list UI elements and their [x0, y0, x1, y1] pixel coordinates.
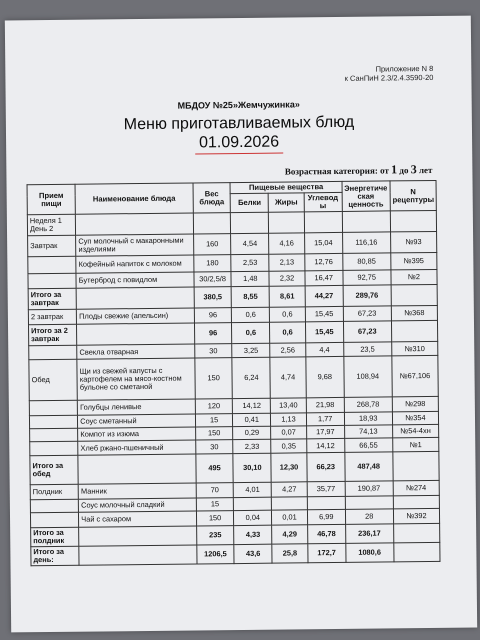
cell-dish: Кофейный напиток с молоком	[76, 255, 194, 273]
table-row	[29, 355, 438, 400]
cell-dish: Плоды свежие (апельсин)	[77, 308, 195, 324]
cell-fat: 2,56	[270, 343, 306, 357]
cell-weight: 150	[196, 511, 234, 526]
cell-carbs: 14,12	[307, 438, 345, 452]
cell-energy: 116,16	[342, 232, 390, 254]
cell-meal: Итого за обед	[30, 455, 79, 485]
cell-protein	[234, 497, 272, 510]
cell-recipe	[391, 284, 437, 305]
cell-dish: Соус молочный сладкий	[79, 498, 197, 512]
cell-carbs: 44,27	[305, 285, 343, 306]
cell-protein: 0,04	[234, 510, 272, 525]
cell-dish: Хлеб ржано-пшеничный	[78, 440, 196, 455]
cell-energy: 487,48	[344, 452, 393, 482]
cell-meal: Итого за 2 завтрак	[28, 324, 76, 346]
cell-protein: 0,6	[232, 307, 270, 322]
cell-protein: 4,54	[231, 233, 269, 254]
cell-carbs: 12,76	[305, 253, 343, 270]
cell-meal: Итого за день:	[31, 546, 79, 566]
cell-dish	[79, 526, 197, 546]
cell-meal: Полдник	[30, 484, 78, 500]
cell-carbs: 9,68	[306, 356, 344, 397]
cell-energy: 67,23	[343, 321, 391, 343]
cell-carbs: 6,99	[307, 509, 345, 524]
cell-fat: 8,61	[269, 286, 305, 307]
cell-fat: 0,6	[270, 307, 306, 322]
cell-recipe: №54-4хн	[392, 424, 438, 437]
cell-recipe: №395	[391, 252, 437, 269]
cell-energy: 108,94	[343, 356, 392, 398]
cell-meal	[28, 256, 76, 274]
col-protein: Белки	[231, 193, 269, 212]
cell-meal: Завтрак	[28, 235, 76, 257]
cell-protein: 6,24	[232, 357, 270, 398]
cell-recipe	[390, 210, 436, 231]
cell-recipe	[393, 495, 439, 508]
cell-meal	[30, 441, 78, 456]
cell-meal	[29, 400, 77, 416]
cell-carbs: 15,45	[305, 321, 343, 342]
cell-fat: 0,07	[271, 426, 307, 439]
cell-meal	[30, 512, 78, 528]
cell-carbs: 4,4	[306, 342, 344, 356]
cell-recipe: №368	[391, 305, 437, 320]
cell-weight: 15	[195, 414, 233, 427]
cell-dish	[76, 287, 194, 309]
cell-recipe: №274	[393, 480, 439, 495]
cell-weight: 1206,5	[196, 545, 234, 564]
cell-fat	[272, 497, 308, 510]
cell-fat: 4,29	[272, 525, 308, 544]
cell-recipe: №354	[392, 411, 438, 424]
cell-carbs: 15,45	[305, 306, 343, 321]
cell-fat: 4,27	[271, 482, 307, 497]
cell-protein: 4,33	[234, 525, 272, 544]
col-energy: Энергетиче ская ценность	[342, 181, 391, 212]
cell-weight: 180	[193, 255, 231, 272]
table-row	[30, 451, 439, 484]
cell-fat: 13,40	[270, 398, 306, 413]
cell-weight: 96	[194, 323, 232, 344]
cell-fat: 1,13	[271, 413, 307, 426]
col-weight: Вес блюда	[193, 183, 231, 213]
menu-paper	[5, 16, 477, 633]
age-category	[285, 162, 433, 179]
cell-recipe	[393, 523, 439, 542]
age-unit: лет	[418, 164, 433, 176]
cell-recipe: №298	[392, 396, 438, 411]
cell-protein: 4,01	[234, 482, 272, 497]
cell-dish: Суп молочный с макаронными изделиями	[76, 234, 194, 256]
cell-dish	[77, 323, 195, 345]
cell-carbs: 16,47	[305, 270, 343, 285]
cell-energy: 74,13	[344, 425, 392, 439]
cell-protein: 0,6	[232, 322, 270, 343]
cell-recipe	[394, 542, 440, 561]
cell-protein: 0,29	[233, 426, 271, 439]
cell-meal	[30, 428, 78, 442]
cell-weight: 96	[194, 308, 232, 323]
cell-weight: 495	[196, 454, 234, 483]
cell-meal: Неделя 1 День 2	[27, 214, 75, 236]
cell-weight: 160	[193, 234, 231, 255]
col-recipe: N рецептуры	[390, 180, 436, 210]
cell-protein	[231, 212, 269, 233]
age-label: Возрастная категория: от	[284, 165, 389, 177]
col-dish: Наименование блюда	[75, 183, 193, 214]
cell-recipe: №1	[393, 437, 439, 451]
cell-dish: Голубцы ленивые	[78, 399, 196, 415]
cell-dish: Манник	[78, 483, 196, 499]
cell-fat: 0,6	[270, 322, 306, 343]
cell-carbs: 21,98	[306, 397, 344, 412]
cell-protein: 30,10	[233, 453, 271, 482]
cell-dish: Компот из изюма	[78, 427, 196, 441]
cell-dish: Щи из свежей капусты с картофелем на мясо-костном бульоне со сметаной	[77, 358, 195, 400]
cell-fat	[269, 212, 305, 233]
cell-dish: Соус сметанный	[78, 414, 196, 428]
cell-recipe: №392	[393, 508, 439, 523]
cell-energy: 28	[345, 509, 393, 525]
cell-dish	[78, 454, 196, 484]
cell-weight: 15	[196, 498, 234, 511]
cell-energy: 18,93	[344, 412, 392, 426]
cell-fat: 4,74	[270, 357, 306, 398]
cell-energy: 190,87	[345, 481, 393, 497]
cell-meal	[28, 273, 76, 289]
cell-meal	[29, 345, 77, 360]
cell-weight: 30	[195, 440, 233, 454]
menu-table	[27, 180, 441, 566]
cell-energy: 268,78	[344, 397, 392, 413]
cell-meal	[30, 499, 78, 513]
cell-fat: 0,01	[272, 510, 308, 525]
col-nutrients: Пищевые вещества	[230, 181, 341, 193]
cell-energy: 236,17	[345, 524, 393, 544]
cell-carbs	[307, 496, 345, 509]
age-from: 1	[391, 162, 398, 177]
menu-date	[6, 132, 472, 157]
appendix-label: Приложение N 8	[375, 63, 434, 74]
cell-meal: Итого за полдник	[31, 527, 79, 547]
cell-energy: 66,55	[344, 438, 392, 453]
cell-recipe: №93	[390, 231, 436, 252]
menu-date-text: 01.09.2026	[195, 134, 283, 155]
cell-protein: 2,33	[233, 439, 271, 453]
cell-dish	[76, 213, 194, 235]
cell-energy: 67,23	[343, 306, 391, 322]
cell-meal: 2 завтрак	[28, 309, 76, 325]
age-mid: до	[399, 165, 409, 176]
cell-weight	[193, 213, 231, 234]
cell-meal: Итого за завтрак	[28, 288, 76, 310]
cell-dish: Бутерброд с повидлом	[76, 272, 194, 288]
cell-weight: 150	[195, 358, 233, 399]
cell-weight: 30	[194, 344, 232, 358]
cell-recipe: №2	[391, 269, 437, 284]
cell-protein: 2,53	[231, 254, 269, 271]
cell-carbs: 15,04	[304, 232, 342, 253]
cell-weight: 380,5	[194, 287, 232, 308]
cell-weight: 70	[196, 483, 234, 498]
cell-protein: 3,25	[232, 343, 270, 357]
cell-energy: 289,76	[343, 285, 391, 307]
cell-fat: 4,16	[269, 233, 305, 254]
age-to: 3	[410, 162, 417, 177]
cell-meal: Обед	[29, 359, 78, 401]
cell-energy: 80,85	[342, 253, 390, 271]
org-name: МБДОУ №25»Жемчужинка»	[177, 99, 300, 111]
menu-body	[27, 210, 440, 565]
cell-recipe	[391, 320, 437, 341]
cell-protein: 0,41	[233, 413, 271, 426]
cell-weight: 120	[195, 399, 233, 414]
cell-carbs	[304, 211, 342, 232]
col-meal: Прием пищи	[27, 184, 76, 215]
table-row	[31, 542, 440, 565]
cell-energy	[342, 211, 390, 233]
cell-energy: 92,75	[343, 270, 391, 286]
cell-fat: 2,13	[269, 254, 305, 271]
cell-protein: 1,48	[231, 271, 269, 286]
cell-weight: 30/2,5/8	[194, 272, 232, 287]
cell-carbs: 35,77	[307, 481, 345, 496]
cell-protein: 8,55	[232, 286, 270, 307]
cell-meal	[29, 415, 77, 429]
cell-carbs: 17,97	[306, 425, 344, 438]
cell-fat: 2,32	[269, 271, 305, 286]
cell-dish: Чай с сахаром	[79, 511, 197, 527]
cell-carbs: 172,7	[308, 543, 346, 562]
cell-fat: 0,35	[271, 439, 307, 453]
page-title: Меню приготавливаемых блюд	[123, 113, 355, 134]
col-carbs: Углевод ы	[304, 192, 342, 211]
cell-protein: 14,12	[233, 398, 271, 413]
cell-carbs: 1,77	[306, 412, 344, 425]
cell-protein: 43,6	[234, 544, 272, 563]
cell-carbs: 66,23	[307, 452, 345, 481]
cell-recipe	[393, 451, 439, 480]
cell-carbs: 46,78	[307, 524, 345, 543]
col-fat: Жиры	[268, 193, 304, 212]
cell-fat: 12,30	[271, 453, 307, 482]
sanpin-label: к СанПиН 2.3/2.4.3590-20	[344, 72, 434, 83]
cell-weight: 150	[195, 427, 233, 440]
cell-dish	[79, 545, 197, 565]
cell-weight: 235	[196, 526, 234, 545]
cell-fat: 25,8	[272, 544, 308, 563]
cell-recipe: №310	[392, 341, 438, 355]
cell-energy	[345, 496, 393, 510]
appendix-note	[344, 64, 433, 83]
cell-energy: 23,5	[343, 342, 391, 357]
cell-dish: Свекла отварная	[77, 344, 195, 359]
cell-recipe: №67,106	[392, 355, 439, 396]
cell-energy: 1080,6	[345, 543, 393, 563]
